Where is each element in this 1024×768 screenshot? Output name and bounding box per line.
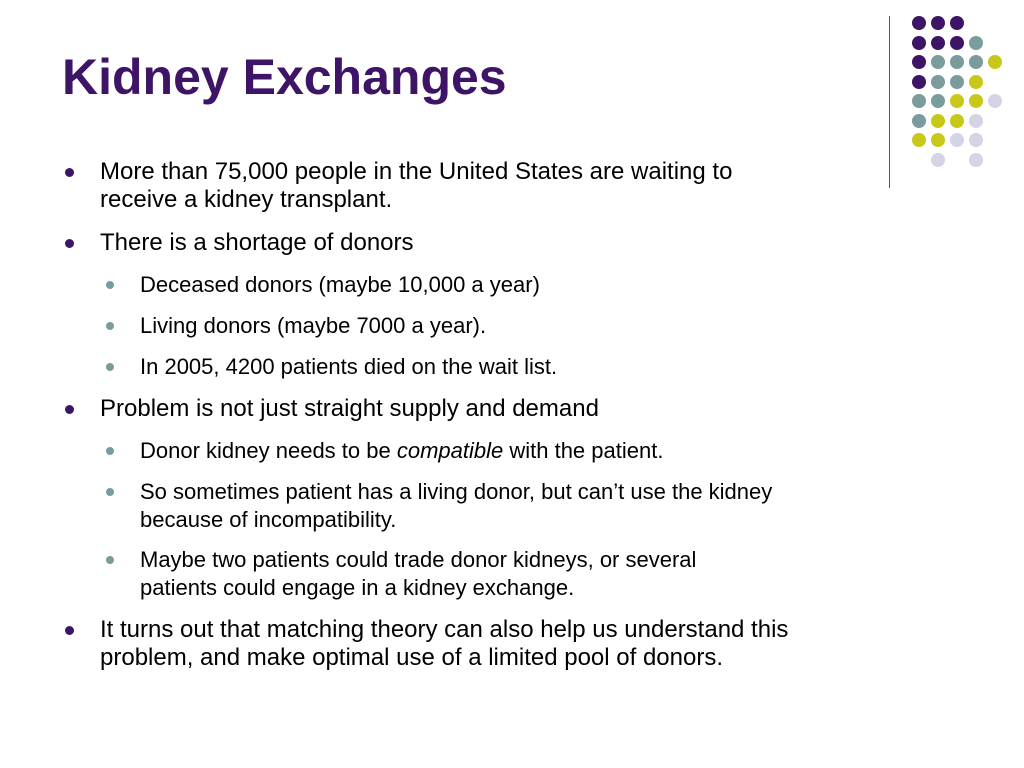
decorative-dot (931, 16, 945, 30)
decorative-dot (931, 75, 945, 89)
decorative-dot (912, 75, 926, 89)
bullet-line: Maybe two patients could trade donor kidneys, or several (140, 547, 697, 572)
bullet-line: There is a shortage of donors (100, 229, 414, 256)
sub-bullet-dot-icon (106, 322, 114, 330)
bullet-text (100, 395, 970, 423)
bullet-line: Problem is not just straight supply and demand (100, 395, 599, 422)
decorative-dot (988, 94, 1002, 108)
decorative-dot (912, 114, 926, 128)
bullet-line: So sometimes patient has a living donor, but can’t use the kidney (140, 479, 773, 504)
bullet-dot-icon (65, 626, 74, 635)
bullet-text-part: with the patient. (503, 438, 664, 463)
decorative-dot (969, 36, 983, 50)
decorative-dot (950, 133, 964, 147)
bullet-line: Deceased donors (maybe 10,000 a year) (140, 272, 540, 297)
bullet-dot-icon (65, 405, 74, 414)
bullet-line: Living donors (maybe 7000 a year). (140, 313, 487, 338)
decorative-dot (950, 75, 964, 89)
bullet-line: In 2005, 4200 patients died on the wait list. (140, 354, 558, 379)
decorative-dot (912, 16, 926, 30)
slide-title: Kidney Exchanges (62, 49, 507, 105)
sub-bullet-text (140, 478, 980, 534)
decorative-dot (950, 36, 964, 50)
bullet-line: problem, and make optimal use of a limited pool of donors. (100, 644, 724, 671)
decorative-dot (950, 94, 964, 108)
bullet-text-part: Donor kidney needs to be (140, 438, 397, 463)
decorative-dot (912, 133, 926, 147)
decorative-dot (969, 55, 983, 69)
decorative-dot (969, 75, 983, 89)
bullet-line: because of incompatibility. (140, 507, 397, 532)
decorative-dot (950, 55, 964, 69)
bullet-dot-icon (65, 168, 74, 177)
bullet-text (100, 616, 970, 672)
decorative-dot (931, 94, 945, 108)
sub-bullet-text (140, 312, 980, 340)
decorative-dot (950, 16, 964, 30)
sub-bullet-dot-icon (106, 281, 114, 289)
sub-bullet-dot-icon (106, 447, 114, 455)
decorative-dot (969, 94, 983, 108)
decorative-dot (969, 114, 983, 128)
bullet-line: It turns out that matching theory can also help us understand this (100, 616, 789, 643)
sub-bullet-dot-icon (106, 363, 114, 371)
decorative-dot (912, 94, 926, 108)
decorative-dot (912, 55, 926, 69)
decorative-dot (931, 114, 945, 128)
decorative-dot (912, 36, 926, 50)
bullet-line: patients could engage in a kidney exchange. (140, 575, 575, 600)
bullet-line: More than 75,000 people in the United States are waiting to (100, 158, 733, 185)
sub-bullet-text (140, 271, 980, 299)
sub-bullet-dot-icon (106, 556, 114, 564)
bullet-line: receive a kidney transplant. (100, 186, 393, 213)
decorative-dot (969, 153, 983, 167)
bullet-text (100, 229, 970, 257)
sub-bullet-text (140, 546, 980, 602)
decorative-dot (931, 133, 945, 147)
bullet-dot-icon (65, 239, 74, 248)
sub-bullet-text (140, 353, 980, 381)
decorative-dot (931, 36, 945, 50)
decorative-dot (969, 133, 983, 147)
bullet-text (100, 158, 970, 214)
decorative-dot (988, 55, 1002, 69)
sub-bullet-text (140, 437, 980, 465)
decorative-dot (931, 55, 945, 69)
emphasized-word: compatible (396, 438, 504, 463)
sub-bullet-dot-icon (106, 488, 114, 496)
decorative-dot (950, 114, 964, 128)
